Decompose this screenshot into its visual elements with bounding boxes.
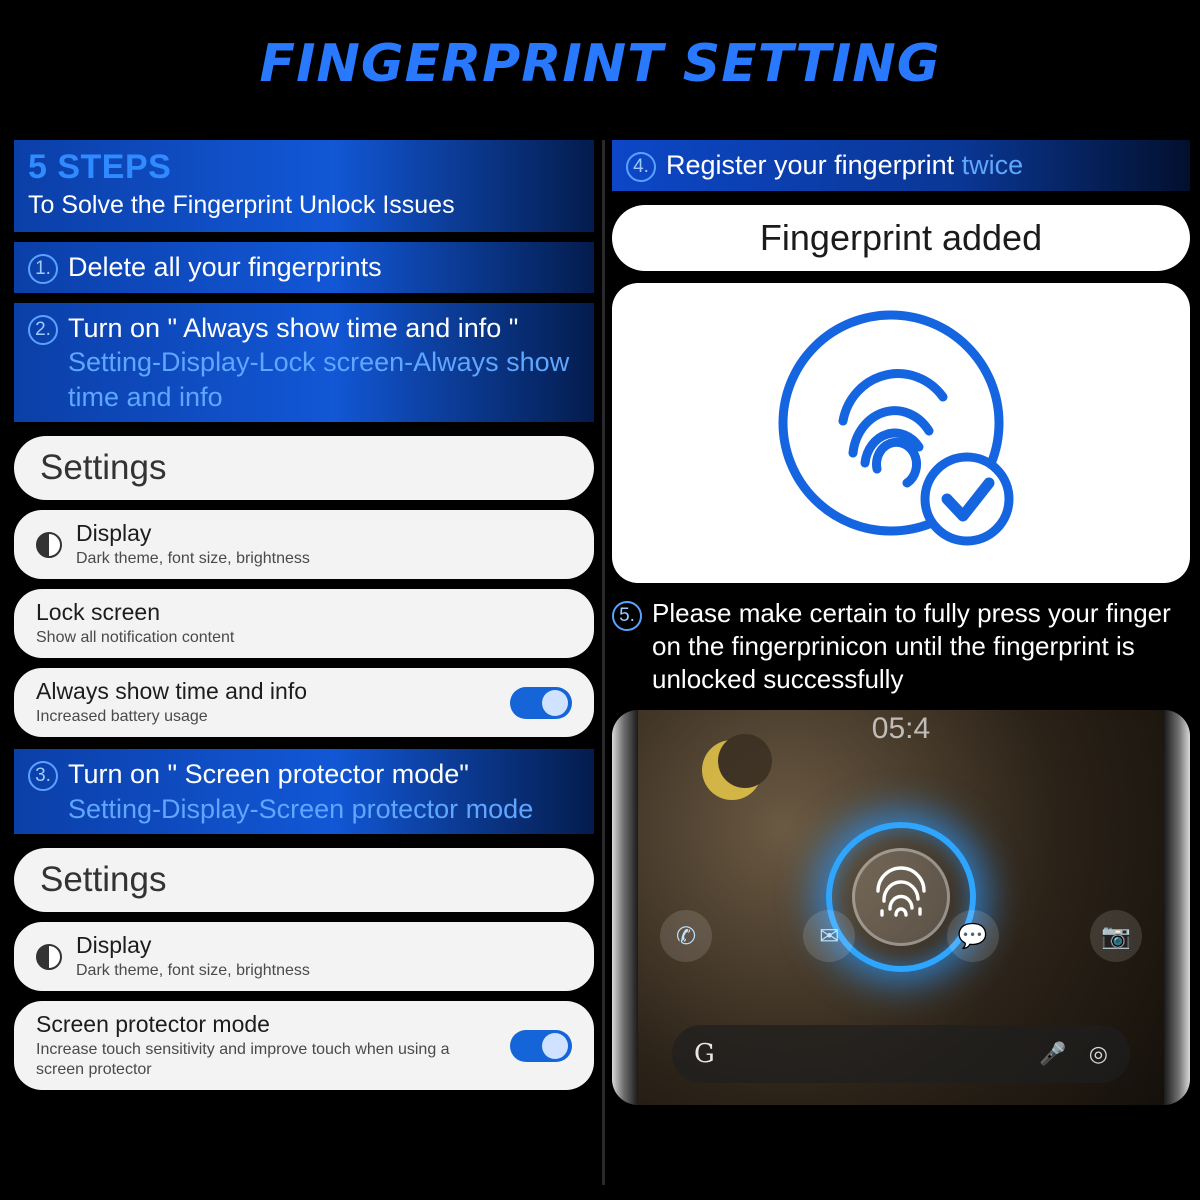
page-title: FINGERPRINT SETTING	[259, 34, 941, 94]
right-column	[612, 140, 1190, 1185]
settings-card-2	[14, 848, 594, 1090]
phone-right-edge	[1164, 710, 1190, 1105]
step-1	[14, 242, 594, 293]
toggle-switch-on[interactable]	[510, 1030, 572, 1062]
step-5	[612, 597, 1190, 697]
step-2	[14, 303, 594, 423]
fingerprint-icon	[761, 303, 1041, 563]
google-g-icon: G	[694, 1039, 715, 1070]
settings-row-display[interactable]	[14, 510, 594, 579]
moon-decoration	[702, 740, 762, 800]
step-3-main: Turn on " Screen protector mode"	[68, 759, 469, 790]
brightness-icon	[36, 944, 62, 970]
settings-card-2-header	[14, 848, 594, 912]
row-subtitle: Dark theme, font size, brightness	[76, 962, 310, 980]
messages-icon[interactable]: ✉	[803, 910, 855, 962]
mic-icon[interactable]: 🎤	[1039, 1041, 1067, 1067]
fingerprint-illustration-card	[612, 283, 1190, 583]
step-4	[612, 140, 1190, 191]
left-column	[14, 140, 594, 1185]
step-3	[14, 749, 594, 834]
phone-mockup	[612, 710, 1190, 1105]
step-3-path: Setting-Display-Screen protector mode	[68, 793, 534, 824]
steps-subheading: To Solve the Fingerprint Unlock Issues	[28, 191, 455, 219]
steps-heading: 5 STEPS	[28, 148, 172, 186]
brightness-icon	[36, 532, 62, 558]
step-4-text	[666, 148, 1023, 183]
settings-card-1-header	[14, 436, 594, 500]
row-title: Lock screen	[36, 599, 161, 626]
column-divider	[602, 140, 605, 1185]
settings-card-1-title: Settings	[40, 448, 167, 488]
settings-row-screen-protector-mode[interactable]	[14, 1001, 594, 1090]
chat-icon[interactable]: 💬	[947, 910, 999, 962]
settings-row-always-show-time[interactable]	[14, 668, 594, 737]
phone-left-edge	[612, 710, 638, 1105]
search-bar[interactable]	[672, 1025, 1130, 1083]
step-4-number: 4.	[626, 152, 656, 182]
step-2-path: Setting-Display-Lock screen-Always show time and info	[68, 347, 570, 412]
phone-clock: 05:4	[871, 712, 931, 746]
fingerprint-added-banner: Fingerprint added	[612, 205, 1190, 271]
camera-icon[interactable]: 📷	[1090, 910, 1142, 962]
step-3-text	[68, 757, 533, 826]
settings-row-lock-screen[interactable]	[14, 589, 594, 658]
toggle-switch-on[interactable]	[510, 687, 572, 719]
row-subtitle: Increased battery usage	[36, 708, 208, 726]
phone-icon[interactable]: ✆	[660, 910, 712, 962]
row-subtitle: Dark theme, font size, brightness	[76, 550, 310, 568]
steps-banner	[14, 140, 594, 232]
step-1-number: 1.	[28, 254, 58, 284]
settings-card-1	[14, 436, 594, 737]
row-subtitle: Show all notification content	[36, 629, 235, 647]
step-1-text: Delete all your fingerprints	[68, 252, 382, 282]
row-title: Display	[76, 520, 152, 547]
step-4-emphasis: twice	[961, 150, 1024, 180]
row-title: Display	[76, 932, 152, 959]
row-subtitle: Increase touch sensitivity and improve touch when using a screen protector	[36, 1041, 450, 1079]
step-4-main: Register your fingerprint	[666, 150, 962, 180]
step-5-text: Please make certain to fully press your finger on the fingerprinicon until the fingerprint is unlocked successfully	[652, 597, 1171, 695]
lens-icon[interactable]: ◎	[1088, 1041, 1108, 1067]
step-5-number: 5.	[612, 601, 642, 631]
step-2-main: Turn on " Always show time and info "	[68, 312, 519, 343]
step-2-number: 2.	[28, 315, 58, 345]
step-3-number: 3.	[28, 761, 58, 791]
row-title: Always show time and info	[36, 678, 308, 705]
settings-row-display-2[interactable]	[14, 922, 594, 991]
quick-actions-row	[612, 910, 1190, 962]
row-title: Screen protector mode	[36, 1011, 270, 1038]
step-2-text	[68, 311, 580, 415]
settings-card-2-title: Settings	[40, 860, 167, 900]
